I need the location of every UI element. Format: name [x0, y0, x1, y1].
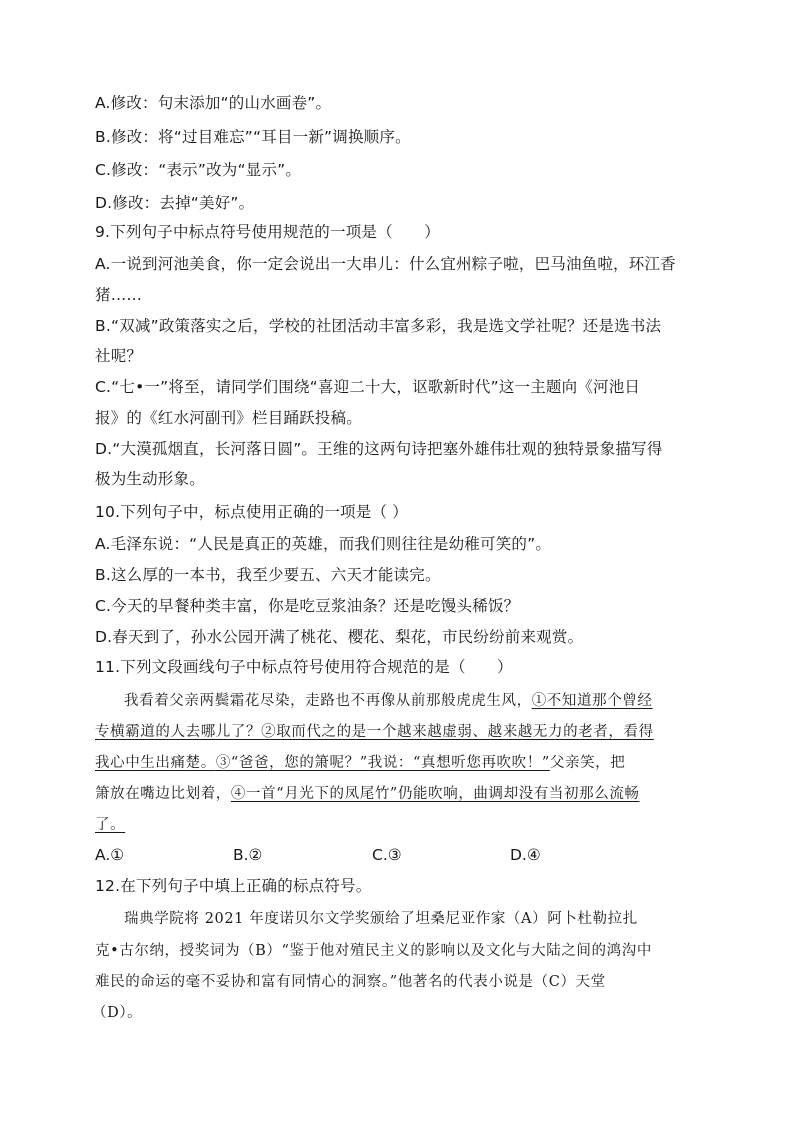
- q11-passage-line4: [95, 784, 640, 804]
- q9-option-a-line2: 猪……: [95, 286, 143, 304]
- q12-stem: 12.在下列句子中填上正确的标点符号。: [95, 877, 372, 895]
- q12-passage-line2: 克•古尔纳，授奖词为（B）“鉴于他对殖民主义的影响以及文化与大陆之间的鸿沟中: [95, 943, 652, 959]
- q11-passage-line5: [95, 815, 125, 835]
- q9-option-d-line1: D.“大漠孤烟直，长河落日圆”。王维的这两句诗把塞外雄伟壮观的独特景象描写得: [95, 440, 663, 458]
- q11-passage-underlined: 我心中生出痛楚。: [95, 755, 216, 771]
- q9-stem: 9.下列句子中标点符号使用规范的一项是（ ）: [95, 223, 440, 241]
- q9-option-d-line2: 极为生动形象。: [95, 470, 205, 488]
- q11-passage-underlined: 了。: [95, 817, 126, 833]
- q11-stem: 11.下列文段画线句子中标点符号使用符合规范的是（ ）: [95, 658, 513, 676]
- q8-option-a: A.修改：句末添加“的山水画卷”。: [95, 94, 332, 112]
- q12-passage-line1: 瑞典学院将 2021 年度诺贝尔文学奖颁给了坦桑尼亚作家（A）阿卜杜勒拉扎: [124, 911, 638, 927]
- q11-passage-plain: 父亲笑，把: [549, 755, 626, 771]
- q8-option-c: C.修改：“表示”改为“显示”。: [95, 161, 302, 179]
- q10-option-a: A.毛泽东说：“人民是真正的英雄，而我们则往往是幼稚可笑的”。: [95, 535, 552, 553]
- q11-choice-b: B.②: [233, 846, 263, 864]
- q8-option-d: D.修改：去掉“美好”。: [95, 194, 255, 212]
- q11-passage-line3: [95, 753, 625, 773]
- q9-option-c-line2: 报》的《红水河副刊》栏目踊跃投稿。: [95, 409, 362, 427]
- q12-passage-line3: 难民的命运的毫不妥协和富有同情心的洞察。”他著名的代表小说是（C）天堂: [95, 974, 606, 990]
- q11-passage-underlined: ①不知道那个曾经: [531, 693, 653, 709]
- q11-passage-plain: 箫放在嘴边比划着，: [95, 786, 231, 802]
- q12-passage-line4: （D）。: [92, 1005, 143, 1021]
- q10-option-b: B.这么厚的一本书，我至少要五、六天才能读完。: [95, 566, 441, 584]
- q11-choice-c: C.③: [372, 846, 402, 864]
- q11-choice-a: A.①: [95, 846, 125, 864]
- q11-passage-underlined: ③“爸爸，您的箫呢？”我说：“真想听您再吹吹！”: [215, 755, 550, 771]
- q9-option-c-line1: C.“七•一”将至，请同学们围绕“喜迎二十大，讴歌新时代”这一主题向《河池日: [95, 378, 641, 396]
- q10-option-d: D.春天到了，孙水公园开满了桃花、樱花、梨花，市民纷纷前来观赏。: [95, 628, 584, 646]
- q11-passage-line2: [95, 722, 654, 742]
- q11-choice-d: D.④: [510, 846, 541, 864]
- q11-passage-plain: 我看着父亲两鬓霜花尽染，走路也不再像从前那般虎虎生风，: [124, 693, 532, 709]
- q8-option-b: B.修改：将“过目难忘”“耳目一新”调换顺序。: [95, 128, 411, 146]
- q11-passage-underlined: ④一首“月光下的凤尾竹”仍能吹响，曲调却没有当初那么流畅: [230, 786, 640, 802]
- q10-stem: 10.下列句子中，标点使用正确的一项是（ ）: [95, 503, 408, 521]
- q9-option-a-line1: A.一说到河池美食，你一定会说出一大串儿：什么宜州粽子啦，巴马油鱼啦，环江香: [95, 255, 676, 273]
- q10-option-c: C.今天的早餐种类丰富，你是吃豆浆油条？还是吃馒头稀饭？: [95, 597, 520, 615]
- q9-option-b-line2: 社呢？: [95, 347, 143, 365]
- q11-passage-line1: [124, 691, 653, 711]
- q11-passage-underlined: 专横霸道的人去哪儿了？②取而代之的是一个越来越虚弱、越来越无力的老者，看得: [95, 724, 654, 740]
- q9-option-b-line1: B.“双减”政策落实之后，学校的社团活动丰富多彩，我是选文学社呢？还是选书法: [95, 317, 662, 335]
